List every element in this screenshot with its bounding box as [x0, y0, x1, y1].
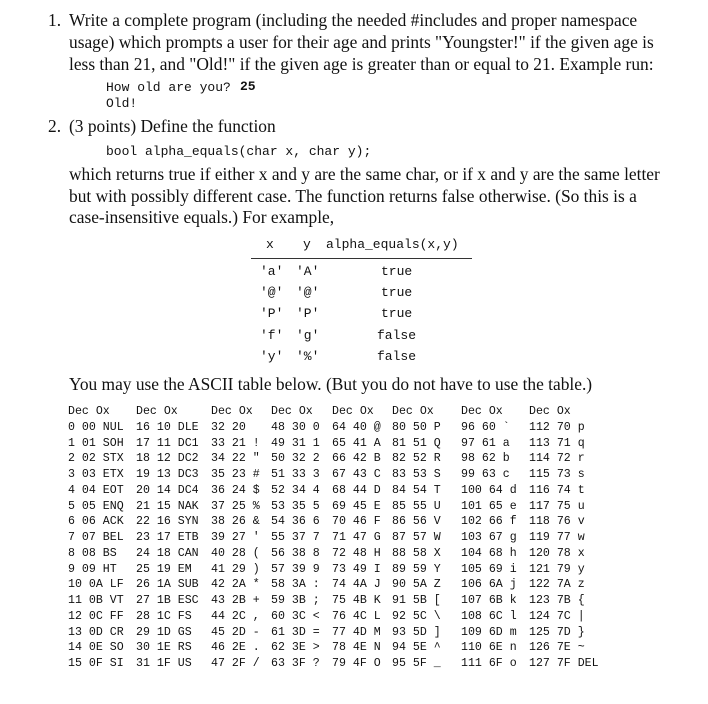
ascii-entry: 118 76 v [529, 515, 585, 529]
ascii-entry: 14 0E SO [68, 641, 124, 655]
ascii-entry: 29 1D GS [136, 625, 192, 639]
table-row-2-y: '@' [296, 285, 320, 300]
ascii-entry: 89 59 Y [392, 562, 441, 576]
ascii-entry: 28 1C FS [136, 609, 192, 623]
ascii-entry: 63 3F ? [271, 657, 320, 670]
ascii-entry: 112 70 p [529, 420, 585, 434]
ascii-entry: 98 62 b [461, 452, 510, 466]
ascii-entry: 124 7C | [529, 609, 585, 623]
ascii-entry: 22 16 SYN [136, 515, 199, 529]
table-row-5-x: 'y' [260, 349, 284, 364]
table-row-4-result: false [377, 328, 417, 343]
ascii-entry: 75 4B K [332, 594, 381, 607]
ascii-entry: 32 20 [211, 420, 246, 434]
ascii-entry: 42 2A * [211, 578, 260, 592]
ascii-column-header: Dec Ox [392, 405, 434, 418]
ascii-entry: 74 4A J [332, 578, 381, 592]
example-output: Old! [106, 96, 138, 111]
table-row-3-result: true [381, 306, 413, 321]
ascii-entry: 107 6B k [461, 594, 517, 607]
ascii-entry: 10 0A LF [68, 578, 124, 592]
ascii-entry: 43 2B + [211, 594, 260, 607]
ascii-entry: 117 75 u [529, 499, 585, 513]
ascii-entry: 110 6E n [461, 641, 517, 655]
ascii-entry: 104 68 h [461, 546, 517, 560]
ascii-entry: 97 61 a [461, 436, 510, 450]
ascii-entry: 84 54 T [392, 483, 441, 497]
ascii-entry: 60 3C < [271, 609, 320, 623]
ascii-entry: 2 02 STX [68, 452, 124, 466]
ascii-entry: 94 5E ^ [392, 641, 441, 655]
table-row-2-x: '@' [260, 285, 284, 300]
ascii-entry: 34 22 " [211, 452, 260, 466]
ascii-entry: 90 5A Z [392, 578, 441, 592]
ascii-entry: 18 12 DC2 [136, 452, 199, 466]
problem-1-line-3: less than 21, and "Old!" if the given age is greater than or equal to 21. Example run: [69, 54, 654, 74]
example-prompt: How old are you? [106, 80, 231, 95]
ascii-entry: 6 06 ACK [68, 515, 124, 529]
ascii-entry: 71 47 G [332, 531, 381, 544]
ascii-entry: 1 01 SOH [68, 436, 124, 450]
ascii-entry: 62 3E > [271, 641, 320, 655]
ascii-entry: 31 1F US [136, 657, 192, 670]
ascii-column-header: Dec Ox [271, 405, 313, 418]
table-row-4-x: 'f' [260, 328, 284, 343]
ascii-entry: 86 56 V [392, 515, 441, 529]
ascii-entry: 116 74 t [529, 483, 585, 497]
ascii-entry: 3 03 ETX [68, 468, 124, 481]
ascii-entry: 114 72 r [529, 452, 585, 466]
ascii-column-header: Dec Ox [332, 405, 374, 418]
ascii-entry: 101 65 e [461, 499, 517, 513]
ascii-entry: 109 6D m [461, 625, 517, 639]
ascii-entry: 58 3A : [271, 578, 320, 592]
example-table-header-result: alpha_equals(x,y) [326, 237, 459, 252]
ascii-entry: 52 34 4 [271, 483, 320, 497]
ascii-entry: 121 79 y [529, 562, 585, 576]
ascii-entry: 70 46 F [332, 515, 381, 529]
ascii-entry: 4 04 EOT [68, 483, 124, 497]
ascii-entry: 40 28 ( [211, 546, 260, 560]
ascii-entry: 80 50 P [392, 420, 441, 434]
ascii-entry: 16 10 DLE [136, 420, 199, 434]
ascii-entry: 125 7D } [529, 625, 585, 639]
ascii-entry: 30 1E RS [136, 641, 192, 655]
ascii-entry: 38 26 & [211, 515, 260, 529]
table-row-4-y: 'g' [296, 328, 320, 343]
ascii-entry: 19 13 DC3 [136, 468, 199, 481]
ascii-entry: 39 27 ' [211, 531, 260, 544]
ascii-entry: 96 60 ` [461, 420, 510, 434]
ascii-entry: 47 2F / [211, 657, 260, 670]
ascii-entry: 115 73 s [529, 468, 585, 481]
example-table-rule [251, 258, 472, 259]
ascii-entry: 88 58 X [392, 546, 441, 560]
ascii-entry: 51 33 3 [271, 468, 320, 481]
ascii-entry: 17 11 DC1 [136, 436, 199, 450]
ascii-entry: 33 21 ! [211, 436, 260, 450]
ascii-entry: 12 0C FF [68, 609, 124, 623]
ascii-entry: 76 4C L [332, 609, 381, 623]
ascii-column-8 [529, 404, 599, 672]
ascii-entry: 37 25 % [211, 499, 260, 513]
ascii-column-header: Dec Ox [136, 405, 178, 418]
ascii-entry: 95 5F _ [392, 657, 441, 670]
table-row-2-result: true [381, 285, 413, 300]
ascii-entry: 113 71 q [529, 436, 585, 450]
ascii-entry: 73 49 I [332, 562, 381, 576]
ascii-entry: 61 3D = [271, 625, 320, 639]
ascii-entry: 59 3B ; [271, 594, 320, 607]
ascii-entry: 103 67 g [461, 531, 517, 544]
ascii-entry: 15 0F SI [68, 657, 124, 670]
ascii-entry: 13 0D CR [68, 625, 124, 639]
ascii-entry: 45 2D - [211, 625, 260, 639]
table-row-5-result: false [377, 349, 417, 364]
ascii-entry: 9 09 HT [68, 562, 117, 576]
ascii-entry: 91 5B [ [392, 594, 441, 607]
example-table-header-y: y [303, 237, 311, 252]
ascii-column-3 [211, 404, 260, 672]
ascii-entry: 82 52 R [392, 452, 441, 466]
ascii-entry: 108 6C l [461, 609, 517, 623]
ascii-entry: 7 07 BEL [68, 531, 124, 544]
ascii-entry: 8 08 BS [68, 546, 117, 560]
ascii-entry: 99 63 c [461, 468, 510, 481]
ascii-entry: 36 24 $ [211, 483, 260, 497]
problem-2-desc-3: case-insensitive equals.) For example, [69, 207, 335, 227]
ascii-entry: 23 17 ETB [136, 531, 199, 544]
ascii-column-4 [271, 404, 320, 672]
problem-1-line-1: Write a complete program (including the needed #includes and proper namespace [69, 10, 638, 30]
problem-1-line-2: usage) which prompts a user for their age and prints "Youngster!" if the given age is [69, 32, 654, 52]
ascii-entry: 119 77 w [529, 531, 585, 544]
ascii-entry: 53 35 5 [271, 499, 320, 513]
ascii-column-header: Dec Ox [461, 405, 503, 418]
ascii-entry: 54 36 6 [271, 515, 320, 529]
ascii-entry: 5 05 ENQ [68, 499, 124, 513]
ascii-entry: 20 14 DC4 [136, 483, 199, 497]
ascii-entry: 21 15 NAK [136, 499, 199, 513]
ascii-intro: You may use the ASCII table below. (But you do not have to use the table.) [69, 374, 593, 394]
ascii-entry: 49 31 1 [271, 436, 320, 450]
ascii-entry: 111 6F o [461, 657, 517, 670]
ascii-entry: 105 69 i [461, 562, 517, 576]
ascii-entry: 48 30 0 [271, 420, 320, 434]
ascii-entry: 92 5C \ [392, 609, 441, 623]
function-signature: bool alpha_equals(char x, char y); [106, 144, 372, 159]
ascii-entry: 81 51 Q [392, 436, 441, 450]
ascii-entry: 127 7F DEL [529, 657, 599, 670]
ascii-entry: 83 53 S [392, 468, 441, 481]
ascii-column-1 [68, 404, 124, 672]
table-row-5-y: '%' [296, 349, 320, 364]
ascii-entry: 102 66 f [461, 515, 517, 529]
ascii-entry: 55 37 7 [271, 531, 320, 544]
ascii-entry: 64 40 @ [332, 420, 381, 434]
ascii-entry: 93 5D ] [392, 625, 441, 639]
ascii-entry: 50 32 2 [271, 452, 320, 466]
ascii-entry: 100 64 d [461, 483, 517, 497]
ascii-entry: 87 57 W [392, 531, 441, 544]
ascii-entry: 77 4D M [332, 625, 381, 639]
ascii-entry: 122 7A z [529, 578, 585, 592]
ascii-column-header: Dec Ox [211, 405, 253, 418]
ascii-entry: 11 0B VT [68, 594, 124, 607]
ascii-entry: 68 44 D [332, 483, 381, 497]
problem-2-desc-1: which returns true if either x and y are the same char, or if x and y are the same letter [69, 164, 660, 184]
ascii-entry: 126 7E ~ [529, 641, 585, 655]
ascii-column-6 [392, 404, 441, 672]
ascii-entry: 24 18 CAN [136, 546, 199, 560]
ascii-entry: 123 7B { [529, 594, 585, 607]
ascii-column-header: Dec Ox [68, 405, 110, 418]
table-row-3-x: 'P' [260, 306, 284, 321]
ascii-entry: 44 2C , [211, 609, 260, 623]
problem-1-number: 1. [48, 10, 62, 30]
ascii-column-7 [461, 404, 517, 672]
ascii-entry: 35 23 # [211, 468, 260, 481]
ascii-entry: 0 00 NUL [68, 420, 124, 434]
ascii-entry: 57 39 9 [271, 562, 320, 576]
problem-2-desc-2: but with possibly different case. The function returns false otherwise. (So this is a [69, 186, 637, 206]
ascii-entry: 26 1A SUB [136, 578, 199, 592]
ascii-entry: 25 19 EM [136, 562, 192, 576]
example-input: 25 [240, 79, 256, 94]
ascii-entry: 69 45 E [332, 499, 381, 513]
ascii-entry: 66 42 B [332, 452, 381, 466]
ascii-entry: 79 4F O [332, 657, 381, 670]
table-row-3-y: 'P' [296, 306, 320, 321]
ascii-column-5 [332, 404, 381, 672]
table-row-1-result: true [381, 264, 413, 279]
problem-2-number: 2. [48, 116, 62, 136]
ascii-entry: 85 55 U [392, 499, 441, 513]
ascii-entry: 67 43 C [332, 468, 381, 481]
ascii-entry: 106 6A j [461, 578, 517, 592]
ascii-entry: 65 41 A [332, 436, 381, 450]
ascii-entry: 120 78 x [529, 546, 585, 560]
table-row-1-y: 'A' [296, 264, 320, 279]
ascii-entry: 27 1B ESC [136, 594, 199, 607]
ascii-entry: 72 48 H [332, 546, 381, 560]
ascii-column-2 [136, 404, 199, 672]
problem-2-heading: (3 points) Define the function [69, 116, 276, 136]
ascii-entry: 78 4E N [332, 641, 381, 655]
ascii-column-header: Dec Ox [529, 405, 571, 418]
ascii-entry: 46 2E . [211, 641, 260, 655]
ascii-entry: 56 38 8 [271, 546, 320, 560]
example-table-header-x: x [266, 237, 274, 252]
table-row-1-x: 'a' [260, 264, 284, 279]
ascii-entry: 41 29 ) [211, 562, 260, 576]
